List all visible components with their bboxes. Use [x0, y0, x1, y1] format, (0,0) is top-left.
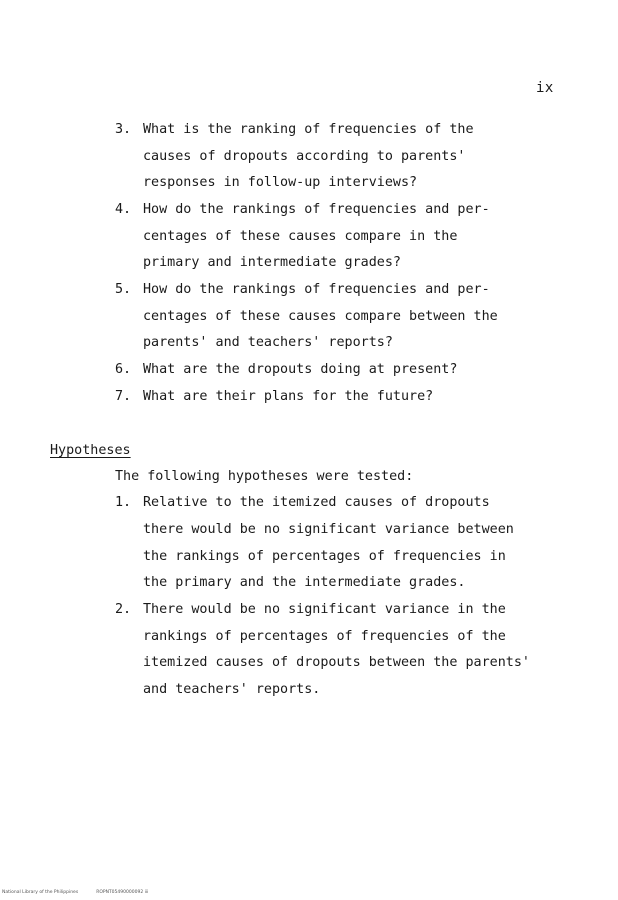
hypothesis-1-line-1: 1. Relative to the itemized causes of dropouts: [115, 495, 490, 510]
footer-library: National Library of the Philippines: [2, 890, 79, 895]
question-6-number: 6.: [115, 362, 132, 377]
hypothesis-2-line-1: 2. There would be no significant variance in the: [115, 602, 506, 617]
question-5-line-3: parents' and teachers' reports?: [143, 335, 393, 350]
hypothesis-2-line-3: itemized causes of dropouts between the parents': [143, 655, 530, 670]
question-7-line-1: 7. What are their plans for the future?: [115, 389, 434, 404]
hypotheses-heading: Hypotheses: [50, 443, 131, 458]
hypothesis-1-line-2: there would be no significant variance between: [143, 522, 514, 537]
hypothesis-2-line-2: rankings of percentages of frequencies of the: [143, 629, 506, 644]
scan-footer: [2, 890, 166, 895]
question-5-number: 5.: [115, 282, 132, 297]
footer-code: ROPNT05490000092 iii: [96, 890, 149, 895]
question-4-line-2: centages of these causes compare in the: [143, 229, 458, 244]
hypothesis-2-line-4: and teachers' reports.: [143, 682, 321, 697]
question-4-line-1: 4. How do the rankings of frequencies and per-: [115, 202, 490, 217]
hypothesis-1-line-3: the rankings of percentages of frequencies in: [143, 549, 506, 564]
question-5-line-2: centages of these causes compare between the: [143, 309, 498, 324]
question-4-number: 4.: [115, 202, 132, 217]
hypothesis-1-line-4: the primary and the intermediate grades.: [143, 575, 466, 590]
question-3-line-2: causes of dropouts according to parents': [143, 149, 466, 164]
question-7-number: 7.: [115, 389, 132, 404]
question-5-line-1: 5. How do the rankings of frequencies and per-: [115, 282, 490, 297]
question-3-line-3: responses in follow-up interviews?: [143, 175, 418, 190]
hypotheses-intro: The following hypotheses were tested:: [115, 469, 414, 484]
question-3-line-1: 3. What is the ranking of frequencies of the: [115, 122, 474, 137]
page-number: ix: [536, 80, 554, 96]
hypothesis-2-number: 2.: [115, 602, 132, 617]
question-6-line-1: 6. What are the dropouts doing at present?: [115, 362, 458, 377]
hypothesis-1-number: 1.: [115, 495, 132, 510]
question-4-line-3: primary and intermediate grades?: [143, 255, 401, 270]
question-3-number: 3.: [115, 122, 132, 137]
